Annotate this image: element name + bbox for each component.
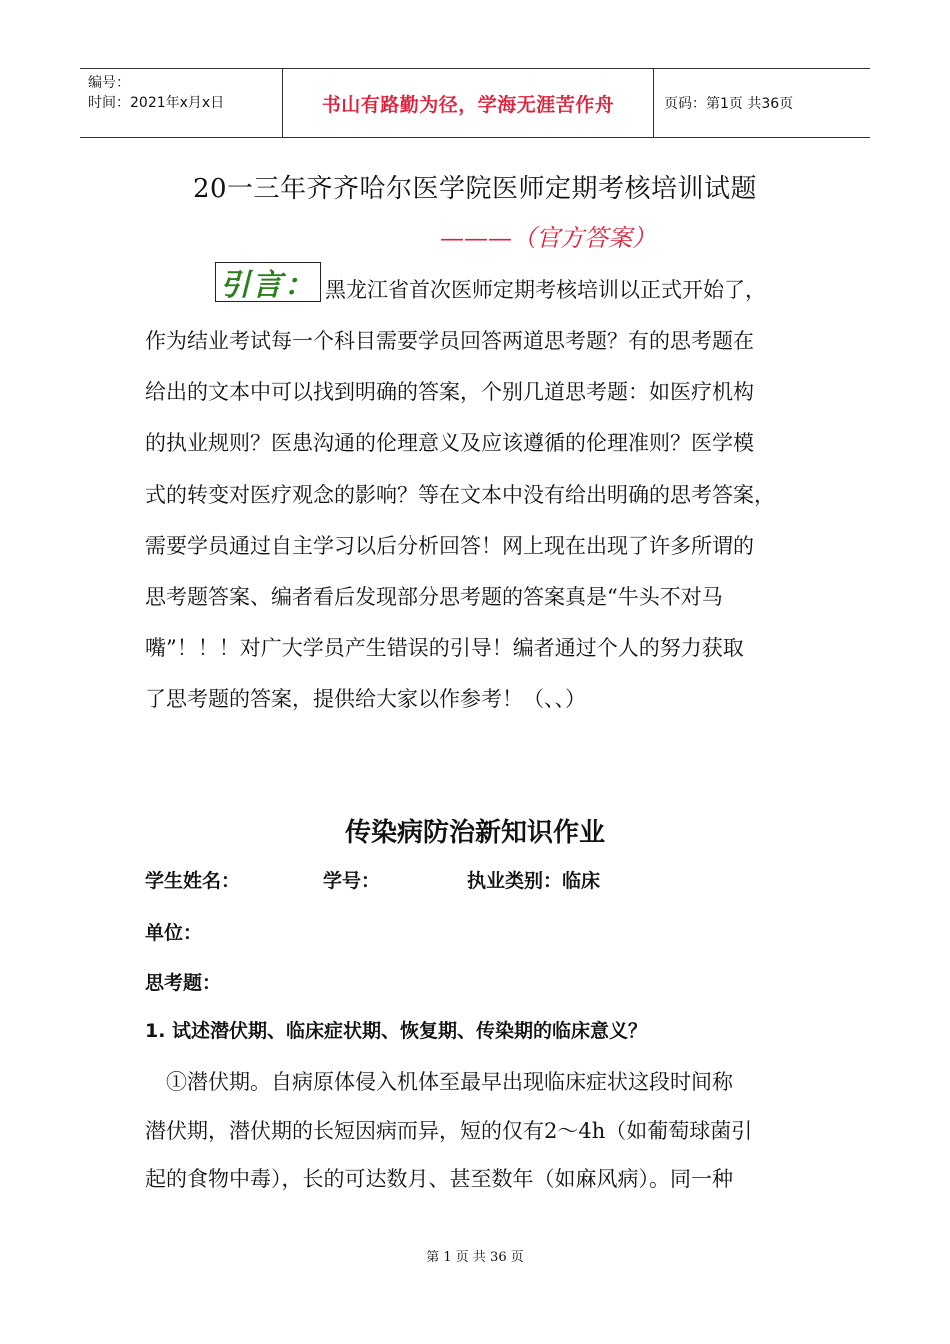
unit-label: 单位： (145, 922, 203, 944)
questions-label: 思考题： (145, 972, 222, 994)
header-motto: 书山有路勤为径，学海无涯苦作舟 (282, 69, 654, 137)
header-left-cell (80, 69, 282, 137)
student-id-label: 学号： (323, 870, 381, 892)
page-footer: 第 1 页 共 36 页 (426, 1250, 524, 1265)
intro-line: 了思考题的答案，提供给大家以作参考！（、、） (145, 687, 586, 712)
time-label: 时间：2021年x月x日 (88, 95, 225, 111)
student-name-label: 学生姓名： (145, 870, 241, 892)
answer-line: 潜伏期，潜伏期的长短因病而异，短的仅有2～4h（如葡萄球菌引 (145, 1118, 753, 1143)
intro-line: 给出的文本中可以找到明确的答案，个别几道思考题：如医疗机构 (145, 380, 754, 405)
intro-label: 引言： (215, 262, 321, 302)
question-1: 1. 试述潜伏期、临床症状期、恢复期、传染期的临床意义？ (145, 1020, 648, 1042)
intro-line: 作为结业考试每一个科目需要学员回答两道思考题？有的思考题在 (145, 329, 754, 353)
intro-line: 的执业规则？医患沟通的伦理意义及应该遵循的伦理准则？医学模 (145, 431, 754, 456)
section-title: 传染病防治新知识作业 (344, 818, 605, 848)
answer-paragraph (145, 1058, 845, 1204)
intro-line: 需要学员通过自主学习以后分析回答！网上现在出现了许多所谓的 (145, 533, 754, 558)
document-subtitle: ———（官方答案） (440, 224, 656, 252)
intro-line: 式的转变对医疗观念的影响？等在文本中没有给出明确的思考答案， (145, 482, 775, 507)
document-title: 20一三年齐齐哈尔医学院医师定期考核培训试题 (192, 174, 758, 204)
practice-category-label: 执业类别：临床 (467, 870, 601, 892)
answer-line: 起的食物中毒），长的可达数月、甚至数年（如麻风病）。同一种 (145, 1167, 733, 1191)
header-table (80, 68, 870, 138)
intro-first-line: 黑龙江省首次医师定期考核培训以正式开始了， (325, 278, 766, 302)
intro-paragraph (145, 316, 835, 726)
intro-line: 思考题答案、编者看后发现部分思考题的答案真是“牛头不对马 (145, 585, 723, 610)
serial-number-label: 编号： (88, 75, 130, 91)
header-page-info: 页码：第1页 共36页 (664, 96, 794, 112)
answer-line: ①潜伏期。自病原体侵入机体至最早出现临床症状这段时间称 (145, 1070, 733, 1094)
intro-line: 嘴”！！！对广大学员产生错误的引导！编者通过个人的努力获取 (145, 636, 744, 661)
